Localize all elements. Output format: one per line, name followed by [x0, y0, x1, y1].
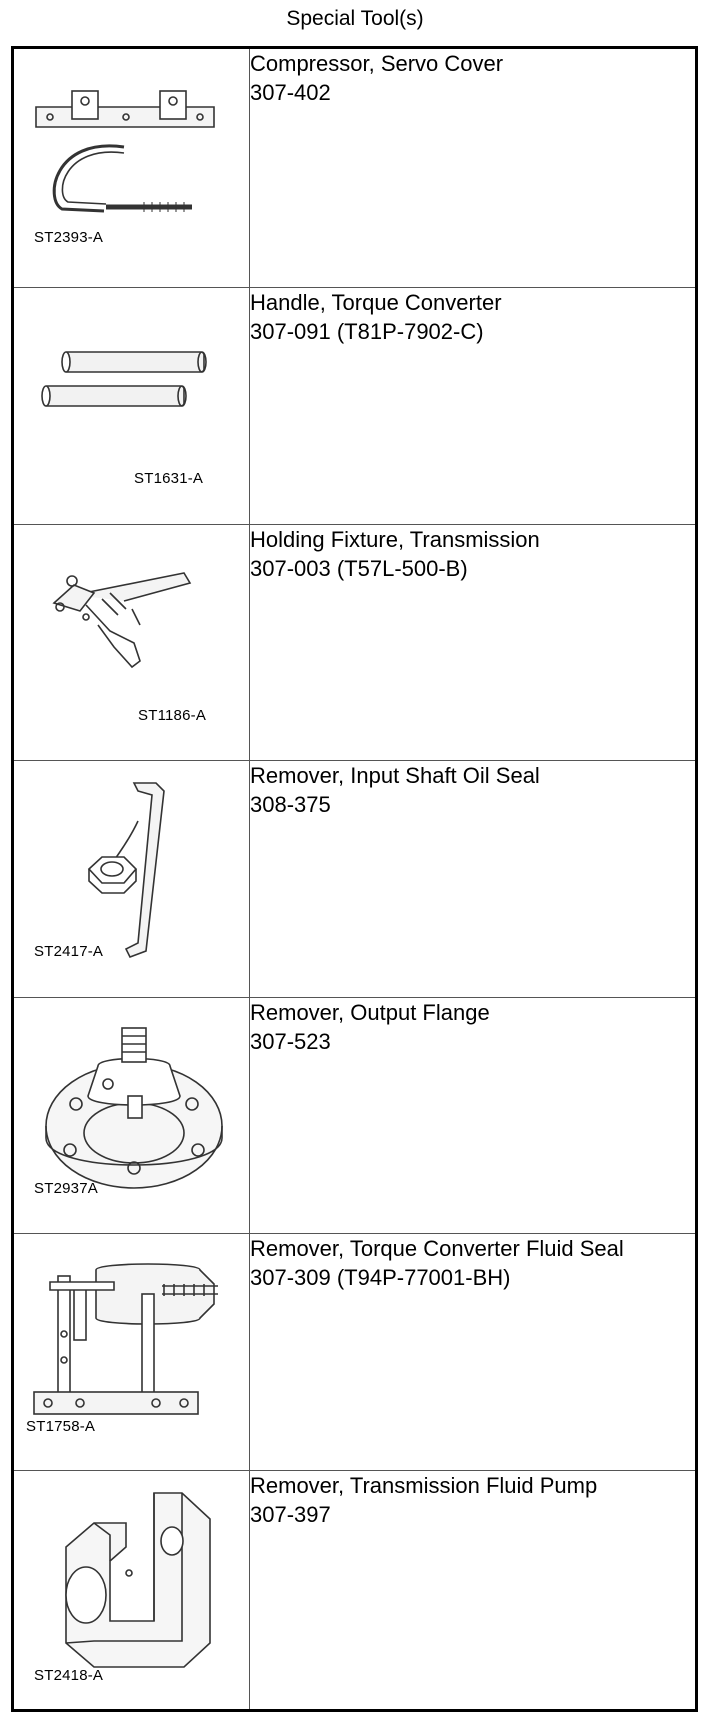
table-row	[13, 48, 697, 288]
tool-description	[250, 761, 697, 997]
table-row	[13, 288, 697, 524]
tool-number: 308-375	[250, 792, 331, 818]
tool-description	[250, 1234, 697, 1470]
tool-description	[250, 997, 697, 1233]
table-row	[13, 1470, 697, 1710]
tool-name: Remover, Input Shaft Oil Seal	[250, 763, 540, 789]
tool-name: Compressor, Servo Cover	[250, 51, 504, 76]
tool-name: Remover, Torque Converter Fluid Seal	[250, 1236, 624, 1262]
tool-image-cell	[13, 48, 250, 288]
tool-number: 307-402	[250, 80, 331, 105]
tool-description	[250, 1470, 697, 1710]
page-title: Special Tool(s)	[286, 7, 424, 30]
tool-image-cell	[13, 1470, 250, 1710]
torque-converter-handle-illustration	[14, 288, 249, 524]
tool-code: ST2417-A	[34, 943, 104, 961]
tool-number: 307-091 (T81P-7902-C)	[250, 319, 484, 345]
tool-code: ST1758-A	[26, 1418, 96, 1436]
tool-code: ST2393-A	[34, 229, 104, 246]
tool-image-cell	[13, 761, 250, 997]
output-flange-remover-illustration	[14, 998, 249, 1234]
tool-code: ST1186-A	[138, 706, 207, 724]
tool-description	[250, 288, 697, 524]
tool-name: Handle, Torque Converter	[250, 290, 502, 316]
tool-number: 307-003 (T57L-500-B)	[250, 555, 468, 581]
table-row	[13, 1234, 697, 1470]
tool-image-cell	[13, 1234, 250, 1470]
tool-number: 307-397	[250, 1501, 331, 1527]
tool-code: ST2937A	[34, 1179, 98, 1197]
table-row	[13, 524, 697, 760]
table-row	[13, 997, 697, 1233]
table-row	[13, 761, 697, 997]
tool-name: Remover, Transmission Fluid Pump	[250, 1472, 598, 1498]
tool-image-cell	[13, 997, 250, 1233]
tool-description	[250, 524, 697, 760]
transmission-holding-fixture-illustration	[14, 525, 249, 761]
tool-code: ST2418-A	[34, 1666, 104, 1684]
tool-code: ST1631-A	[134, 470, 204, 488]
servo-cover-compressor-illustration	[14, 49, 249, 285]
tool-image-cell	[13, 524, 250, 760]
special-tools-table	[11, 46, 698, 1712]
tool-name: Holding Fixture, Transmission	[250, 526, 540, 552]
tool-number: 307-523	[250, 1028, 331, 1054]
tool-name: Remover, Output Flange	[250, 999, 490, 1025]
input-shaft-seal-remover-illustration	[14, 761, 249, 997]
tool-image-cell	[13, 288, 250, 524]
tool-number: 307-309 (T94P-77001-BH)	[250, 1265, 511, 1291]
tool-description	[250, 48, 697, 288]
